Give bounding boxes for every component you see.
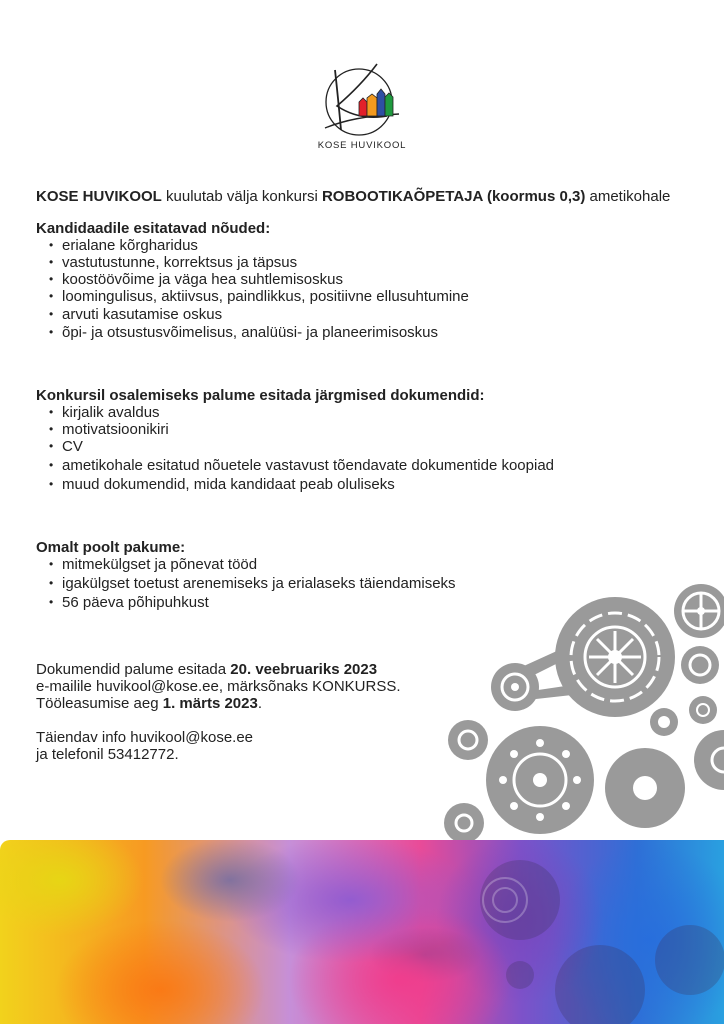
gear-icon — [650, 708, 678, 736]
deadline-prefix: Dokumendid palume esitada — [36, 661, 231, 678]
requirements-title: Kandidaadile esitatavad nõuded: — [36, 220, 271, 237]
gear-icon — [605, 748, 685, 828]
gear-icon — [486, 726, 594, 834]
gear-icon — [444, 803, 484, 840]
house-green — [385, 93, 393, 116]
list-item: • loomingulisus, aktiivsus, paindlikkus, positiivne ellusuhtumine — [62, 288, 706, 305]
deadline-date: 20. veebruariks 2023 — [230, 661, 378, 678]
list-item: • igakülgset toetust arenemiseks ja erialaseks täiendamiseks — [62, 575, 706, 592]
list-item: • kirjalik avaldus — [62, 404, 706, 421]
email-line: e-mailile huvikool@kose.ee, märksõnaks KONKURSS. — [36, 678, 401, 695]
gear-icon — [689, 696, 717, 724]
headline-middle: kuulutab välja konkursi — [161, 188, 322, 205]
list-item: • õpi- ja otsustusvõimelisus, analüüsi- ja planeerimisoskus — [62, 324, 706, 341]
logo-k-stem — [335, 70, 341, 130]
documents-title: Konkursil osalemiseks palume esitada järgmised dokumendid: — [36, 387, 485, 404]
logo-caption: KOSE HUVIKOOL — [317, 140, 407, 151]
gears-illustration — [440, 575, 724, 840]
offer-title: Omalt poolt pakume: — [36, 539, 186, 556]
house-orange — [367, 94, 377, 116]
gear-icon — [674, 584, 724, 638]
documents-section — [36, 387, 706, 493]
headline-position: ROBOOTIKAÕPETAJA (koormus 0,3) — [321, 188, 586, 205]
list-item: • erialane kõrgharidus — [62, 237, 706, 254]
list-item: • ametikohale esitatud nõuetele vastavust tõendavate dokumentide koopiad — [62, 457, 706, 474]
start-prefix: Tööleasumise aeg — [36, 695, 163, 712]
headline-org: KOSE HUVIKOOL — [36, 188, 162, 205]
requirements-section — [36, 220, 706, 341]
gear-icon — [448, 720, 488, 760]
info-line: Täiendav info huvikool@kose.ee — [36, 729, 254, 746]
gear-icon — [694, 730, 724, 790]
gear-icon — [555, 945, 645, 1024]
headline — [36, 188, 706, 206]
list-item: • vastutustunne, korrektsus ja täpsus — [62, 254, 706, 271]
list-item: • CV — [62, 438, 706, 455]
kose-huvikool-logo — [315, 58, 409, 152]
gear-icon — [491, 663, 539, 711]
paint-banner-image — [0, 840, 724, 1024]
house-blue — [377, 89, 385, 116]
logo-houses — [359, 89, 393, 116]
list-item: • motivatsioonikiri — [62, 421, 706, 438]
list-item: • 56 päeva põhipuhkust — [62, 594, 706, 611]
gear-icon — [655, 925, 724, 995]
documents-list — [36, 404, 706, 493]
start-suffix: . — [257, 695, 262, 712]
house-red — [359, 98, 367, 116]
requirements-list — [36, 237, 706, 341]
phone-line: ja telefonil 53412772. — [36, 746, 179, 763]
list-item: • mitmekülgset ja põnevat tööd — [62, 556, 706, 573]
start-date: 1. märts 2023 — [162, 695, 258, 712]
headline-suffix: ametikohale — [585, 188, 671, 205]
list-item: • arvuti kasutamise oskus — [62, 306, 706, 323]
banner-gear-overlay — [0, 840, 724, 1024]
list-item: • koostöövõime ja väga hea suhtlemisoskus — [62, 271, 706, 288]
gear-icon — [555, 597, 675, 717]
gear-icon — [506, 961, 534, 989]
list-item: • muud dokumendid, mida kandidaat peab oluliseks — [62, 476, 706, 493]
gear-icon — [681, 646, 719, 684]
